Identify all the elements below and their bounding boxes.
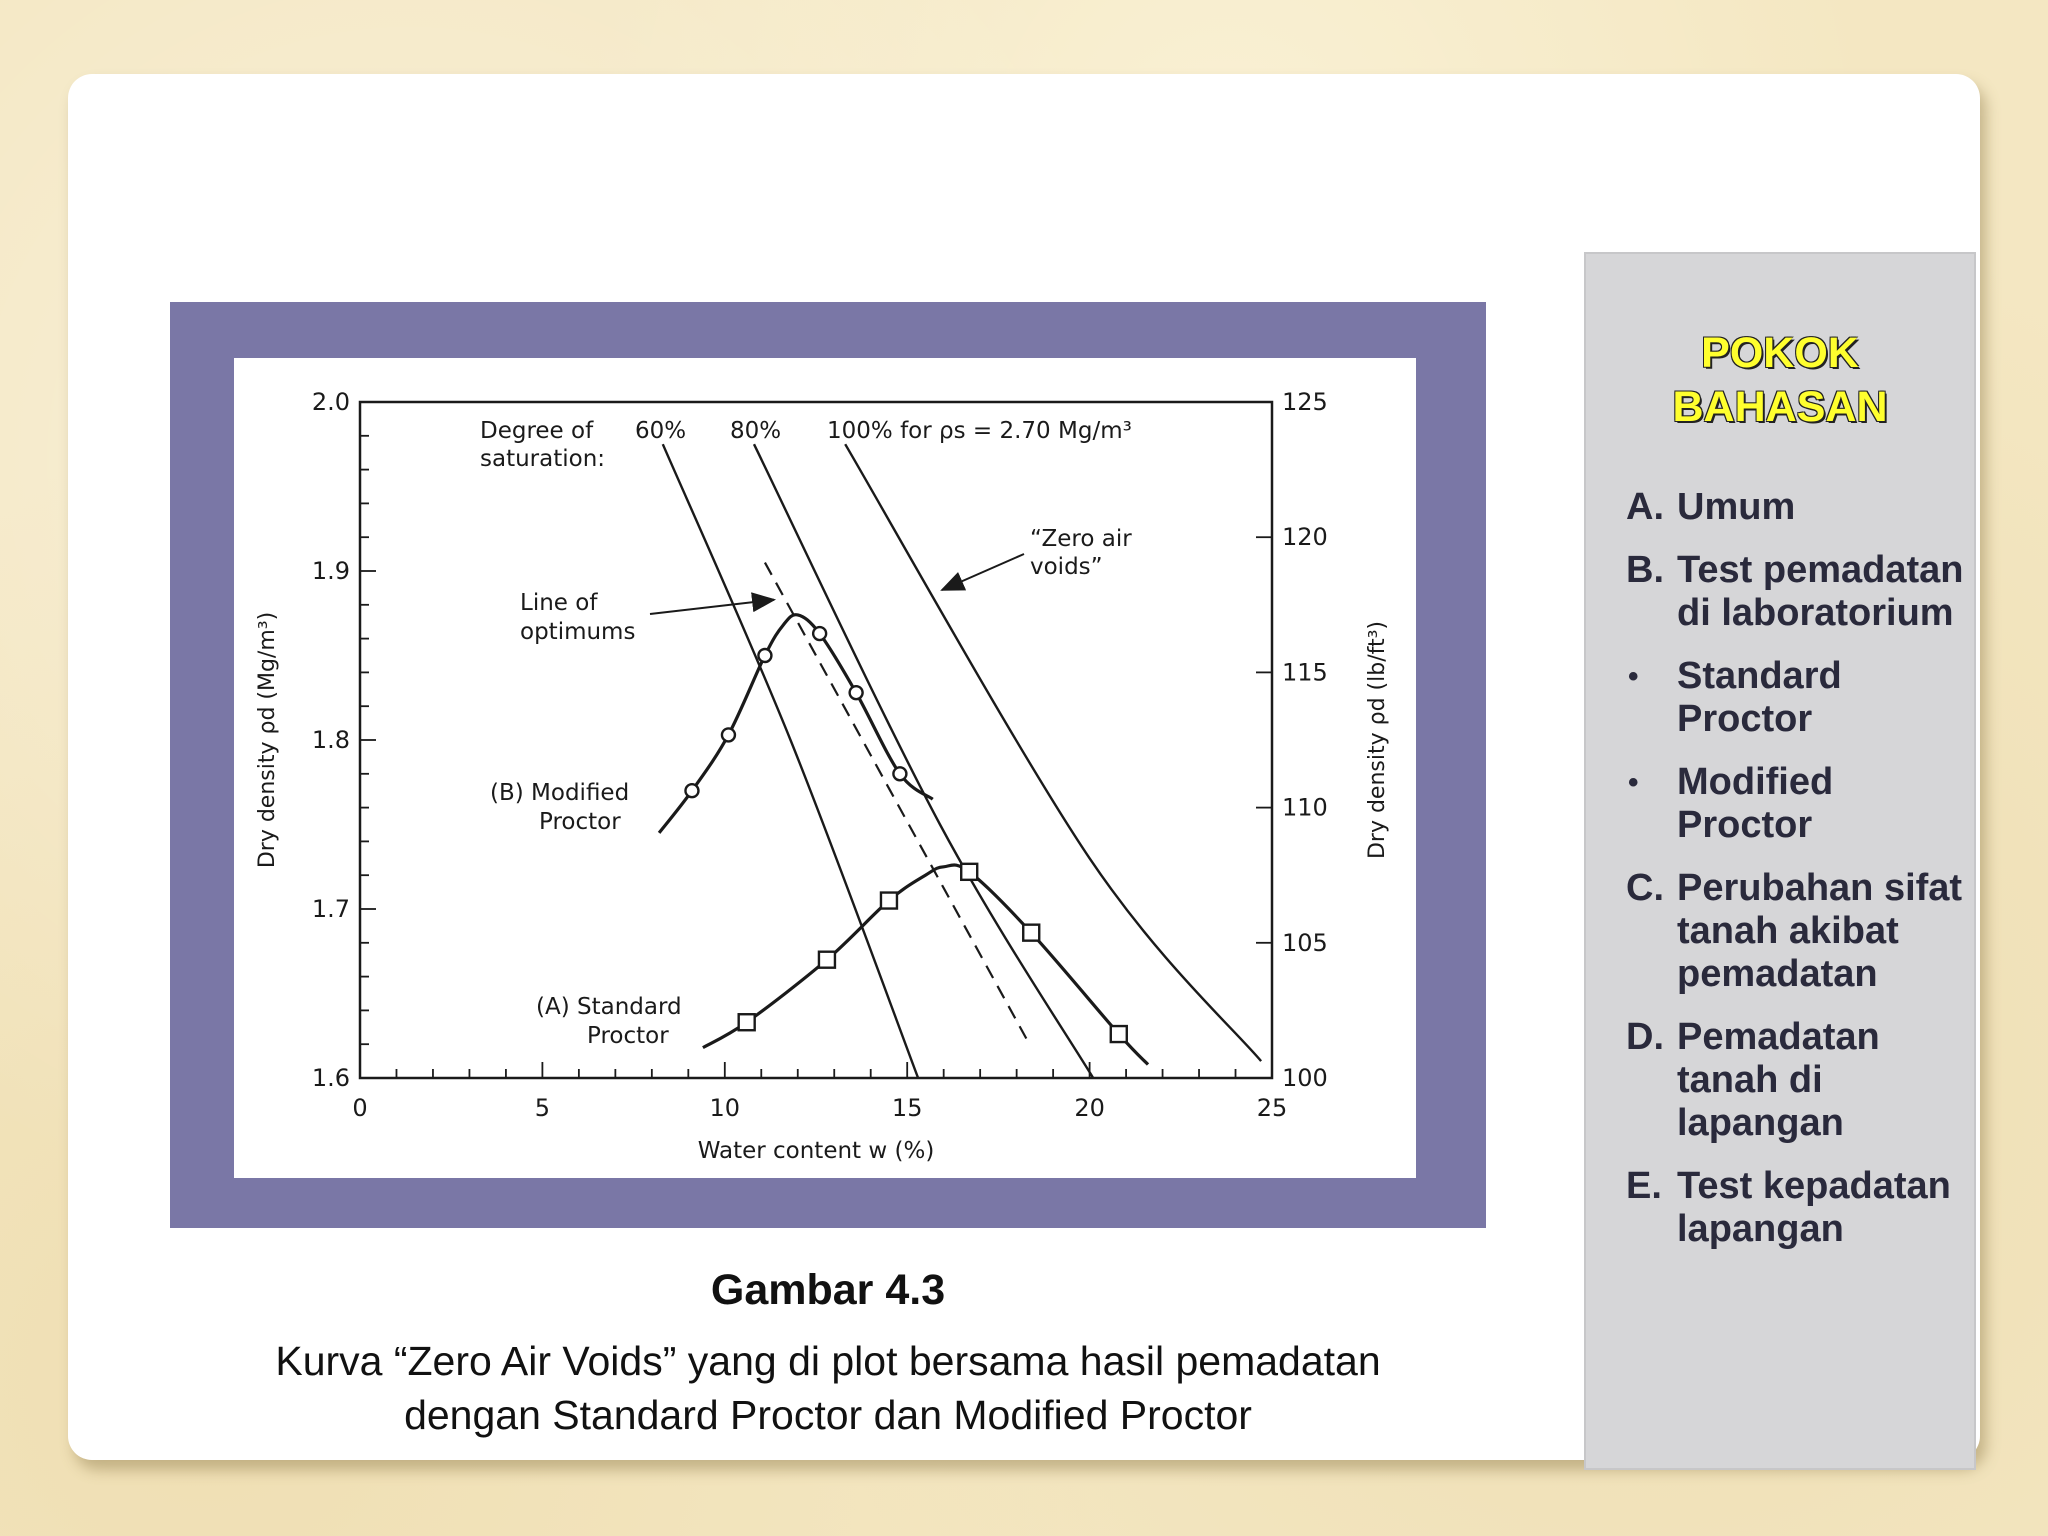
saturation-curve-60 <box>663 444 918 1078</box>
modified-proctor-point <box>758 649 771 662</box>
sidebar-title-line-1: POKOK <box>1701 329 1859 377</box>
topic-label: Perubahan sifat tanah akibat pemadatan <box>1677 867 1963 995</box>
annotation-zero-air-voids: voids” <box>1030 554 1103 580</box>
x-axis-label: Water content w (%) <box>697 1138 935 1164</box>
y-left-tick-label: 2.0 <box>311 388 350 416</box>
caption-line-2: dengan Standard Proctor dan Modified Proctor <box>404 1392 1252 1438</box>
x-tick-label: 10 <box>709 1094 741 1122</box>
topic-item-perubahan-sifat <box>1626 867 1966 996</box>
annotation-standard-proctor: (A) Standard <box>536 994 682 1020</box>
topic-item-test-kepadatan <box>1626 1165 1966 1251</box>
standard-proctor-point <box>881 893 897 909</box>
modified-proctor-point <box>893 767 906 780</box>
standard-proctor-point <box>1111 1026 1127 1042</box>
annotation-line-of-optimums: Line of <box>520 590 598 616</box>
y-right-tick-label: 110 <box>1282 793 1328 822</box>
saturation-label: 60% <box>635 418 687 444</box>
topic-marker: E. <box>1626 1165 1662 1207</box>
bullet-icon: • <box>1628 660 1639 693</box>
x-tick-label: 0 <box>352 1094 368 1122</box>
topic-label: Standard Proctor <box>1677 655 1842 740</box>
modified-proctor-curve <box>659 615 933 833</box>
y-left-tick-label: 1.7 <box>311 895 350 923</box>
annotation-modified-proctor: Proctor <box>539 809 621 835</box>
topic-label: Pemadatan tanah di lapangan <box>1677 1016 1880 1144</box>
line-of-optimums <box>765 563 1028 1041</box>
optimums-arrow <box>650 600 774 614</box>
figure-caption <box>170 1334 1486 1442</box>
y-right-tick-label: 100 <box>1282 1064 1328 1092</box>
x-tick-label: 20 <box>1074 1094 1105 1122</box>
x-tick-label: 5 <box>534 1094 551 1122</box>
zero-air-voids-arrow <box>942 554 1024 590</box>
y-right-tick-label: 120 <box>1282 523 1328 552</box>
standard-proctor-point <box>739 1014 755 1030</box>
annotation-standard-proctor: Proctor <box>587 1023 669 1049</box>
y-left-tick-label: 1.8 <box>311 726 350 754</box>
saturation-label: 100% for ρs = 2.70 Mg/m³ <box>827 418 1132 444</box>
saturation-heading-line-1: Degree of <box>480 418 594 444</box>
topic-marker: C. <box>1626 867 1664 909</box>
topic-label: Test kepadatan lapangan <box>1677 1165 1951 1250</box>
y-left-axis-label: Dry density ρd (Mg/m³) <box>255 611 280 869</box>
chart-svg <box>234 358 1416 1178</box>
topics-sidebar <box>1584 252 1976 1470</box>
modified-proctor-point <box>813 627 826 640</box>
saturation-heading-line-2: saturation: <box>480 446 606 472</box>
topic-item-modified-proctor <box>1626 761 1966 847</box>
y-right-tick-label: 125 <box>1282 388 1328 416</box>
topic-item-standard-proctor <box>1626 655 1966 741</box>
saturation-label: 80% <box>730 418 782 444</box>
modified-proctor-point <box>685 784 698 797</box>
sidebar-title-line-2: BAHASAN <box>1672 383 1888 431</box>
sidebar-title <box>1586 326 1974 434</box>
standard-proctor-point <box>819 952 835 968</box>
topic-marker: A. <box>1626 486 1664 528</box>
y-right-tick-label: 105 <box>1282 928 1328 957</box>
topic-item-pemadatan-lapangan <box>1626 1016 1966 1145</box>
y-right-tick-label: 115 <box>1282 658 1328 687</box>
standard-proctor-point <box>961 864 977 880</box>
topic-label: Test pemadatan di laboratorium <box>1677 549 1964 634</box>
modified-proctor-point <box>850 686 863 699</box>
y-left-tick-label: 1.9 <box>311 557 350 585</box>
topic-marker: D. <box>1626 1016 1664 1058</box>
modified-proctor-point <box>722 728 735 741</box>
topic-label: Modified Proctor <box>1677 761 1834 846</box>
topic-marker: B. <box>1626 549 1664 591</box>
figure-title: Gambar 4.3 <box>710 1266 946 1314</box>
standard-proctor-point <box>1023 925 1039 941</box>
standard-proctor-curve <box>703 865 1148 1065</box>
topic-item-umum <box>1626 486 1966 529</box>
x-tick-label: 15 <box>891 1094 923 1122</box>
topic-label: Umum <box>1677 486 1796 528</box>
bullet-icon: • <box>1628 766 1639 799</box>
x-tick-label: 25 <box>1256 1094 1288 1122</box>
topic-list <box>1626 486 1966 1271</box>
y-left-tick-label: 1.6 <box>311 1064 350 1092</box>
y-right-axis-label: Dry density ρd (lb/ft³) <box>1365 620 1390 860</box>
topic-item-test-laboratorium <box>1626 549 1966 635</box>
annotation-zero-air-voids: “Zero air <box>1030 526 1132 552</box>
caption-line-1: Kurva “Zero Air Voids” yang di plot bersama hasil pemadatan <box>275 1338 1381 1384</box>
annotation-line-of-optimums: optimums <box>520 619 636 645</box>
annotation-modified-proctor: (B) Modified <box>490 780 630 806</box>
plot-frame <box>360 402 1272 1078</box>
compaction-chart <box>234 358 1416 1178</box>
